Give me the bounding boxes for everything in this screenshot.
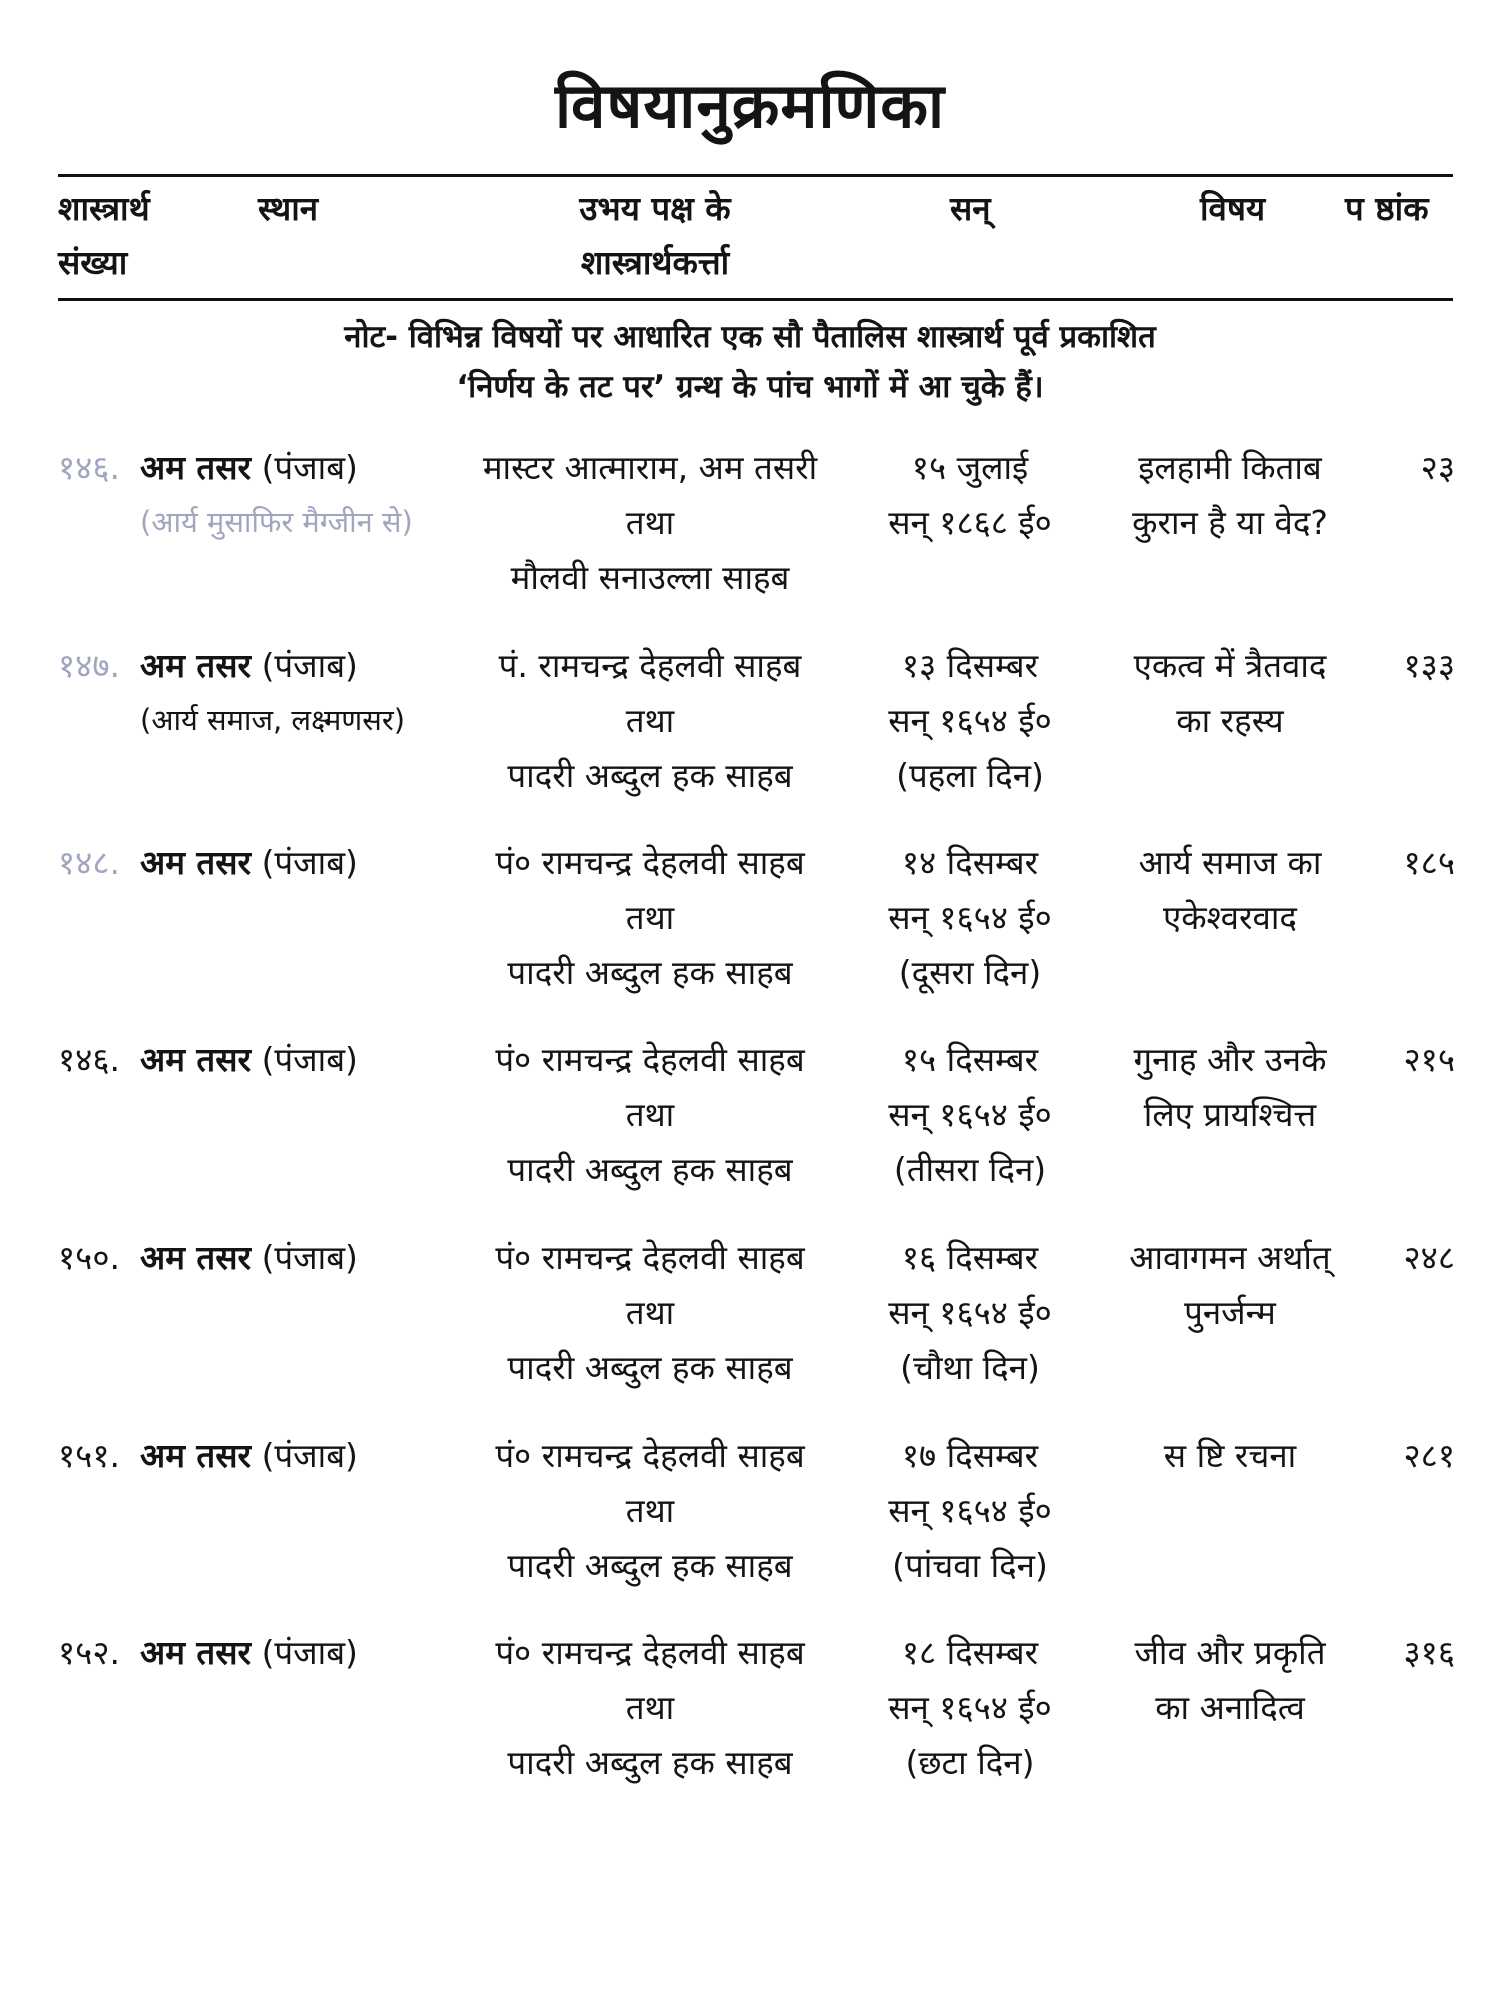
entry-place: [140, 638, 405, 748]
entry-topic: [1095, 1032, 1365, 1142]
entry-conjunction: तथा: [625, 1095, 675, 1134]
entry-parties: [440, 835, 860, 1000]
entry-place: [140, 835, 358, 890]
entry-page-number: १३३: [1403, 646, 1455, 685]
entry-topic-line1: आर्य समाज का: [1138, 843, 1322, 882]
entry-date-line2: सन् १६५४ ई०: [888, 898, 1052, 937]
entry-topic: [1095, 835, 1365, 945]
entry-page-number: १८५: [1403, 843, 1455, 882]
index-entry: [0, 1230, 1500, 1420]
entry-date-line1: १४ दिसम्बर: [901, 843, 1039, 882]
entry-page-number: ३१६: [1403, 1633, 1455, 1672]
entry-city: अम तसर: [140, 843, 252, 882]
entry-party-2: पादरी अब्दुल हक साहब: [507, 756, 793, 795]
entry-city: अम तसर: [140, 1633, 252, 1672]
entry-date-line3: (पहला दिन): [896, 756, 1044, 795]
entry-number: १५१.: [58, 1436, 120, 1475]
entry-topic-line2: कुरान है या वेद?: [1132, 503, 1328, 542]
index-entry: [0, 1032, 1500, 1222]
entry-party-2: पादरी अब्दुल हक साहब: [507, 1348, 793, 1387]
header-parties-line1: उभय पक्ष के: [579, 189, 731, 228]
entry-date: [850, 1625, 1090, 1790]
note: [0, 312, 1500, 412]
index-entry: [0, 638, 1500, 828]
header-top-rule: [58, 174, 1453, 177]
entry-date-line1: १६ दिसम्बर: [901, 1238, 1039, 1277]
entry-number: १४७.: [58, 646, 120, 685]
entry-topic-line1: एकत्व में त्रैतवाद: [1133, 646, 1327, 685]
index-entry: [0, 440, 1500, 630]
entry-date-line1: १७ दिसम्बर: [901, 1436, 1039, 1475]
entry-parties: [440, 1032, 860, 1197]
header-place: स्थान: [258, 189, 319, 228]
entry-party-1: पं. रामचन्द्र देहलवी साहब: [498, 646, 802, 685]
entry-party-1: मास्टर आत्माराम, अम तसरी: [482, 448, 818, 487]
entry-city: अम तसर: [140, 448, 252, 487]
entry-party-2: पादरी अब्दुल हक साहब: [507, 1743, 793, 1782]
entry-date: [850, 440, 1090, 550]
entry-party-1: पं० रामचन्द्र देहलवी साहब: [495, 1238, 805, 1277]
header-number: [58, 182, 150, 290]
entry-place: [140, 1032, 358, 1087]
entry-parties: [440, 1428, 860, 1593]
entry-page-number: २४८: [1403, 1238, 1455, 1277]
entry-party-2: पादरी अब्दुल हक साहब: [507, 1546, 793, 1585]
entry-topic: [1095, 440, 1365, 550]
header-bottom-rule: [58, 298, 1453, 301]
entry-place-note: (आर्य मुसाफिर मैग्जीन से): [140, 505, 413, 539]
entry-page-number: २३: [1420, 448, 1455, 487]
entry-number: १४६.: [58, 448, 120, 487]
entry-region: (पंजाब): [261, 646, 358, 685]
entry-date: [850, 638, 1090, 803]
entry-page-number: २१५: [1403, 1040, 1455, 1079]
header-parties-line2: शास्त्रार्थकर्त्ता: [580, 243, 730, 282]
entry-number: १५२.: [58, 1633, 120, 1672]
entry-topic-line2: का रहस्य: [1176, 701, 1284, 740]
entry-date: [850, 1230, 1090, 1395]
entry-place: [140, 440, 413, 550]
header-parties: [540, 182, 770, 290]
entry-date-line1: १५ दिसम्बर: [901, 1040, 1039, 1079]
entry-topic-line1: जीव और प्रकृति: [1134, 1633, 1326, 1672]
entry-place: [140, 1230, 358, 1285]
entry-conjunction: तथा: [625, 898, 675, 937]
entry-topic-line1: गुनाह और उनके: [1133, 1040, 1327, 1079]
entry-parties: [440, 638, 860, 803]
entry-topic-line2: लिए प्रायश्चित्त: [1143, 1095, 1317, 1134]
entry-city: अम तसर: [140, 646, 252, 685]
entry-region: (पंजाब): [261, 448, 358, 487]
entry-region: (पंजाब): [261, 1238, 358, 1277]
entry-topic-line1: स ष्टि रचना: [1163, 1436, 1297, 1475]
entry-region: (पंजाब): [261, 843, 358, 882]
entry-date-line3: (दूसरा दिन): [898, 953, 1042, 992]
entry-region: (पंजाब): [261, 1633, 358, 1672]
index-entry: [0, 1625, 1500, 1815]
header-number-line2: संख्या: [58, 243, 128, 282]
entry-number: १५०.: [58, 1238, 120, 1277]
entry-date-line3: (छटा दिन): [905, 1743, 1035, 1782]
entry-date: [850, 1032, 1090, 1197]
entry-place: [140, 1428, 358, 1483]
header-number-line1: शास्त्रार्थ: [58, 189, 150, 228]
header-page: प ष्ठांक: [1345, 189, 1429, 228]
entry-number: १४८.: [58, 843, 120, 882]
entry-region: (पंजाब): [261, 1040, 358, 1079]
entry-party-1: पं० रामचन्द्र देहलवी साहब: [495, 1633, 805, 1672]
entry-conjunction: तथा: [625, 503, 675, 542]
entry-party-2: मौलवी सनाउल्ला साहब: [510, 558, 790, 597]
entry-party-1: पं० रामचन्द्र देहलवी साहब: [495, 843, 805, 882]
entry-date-line1: १३ दिसम्बर: [901, 646, 1039, 685]
entry-place: [140, 1625, 358, 1680]
entry-date-line2: सन् १६५४ ई०: [888, 1688, 1052, 1727]
entry-topic-line2: का अनादित्व: [1155, 1688, 1305, 1727]
header-year: सन्: [950, 189, 991, 228]
entry-city: अम तसर: [140, 1238, 252, 1277]
entry-topic-line2: पुनर्जन्म: [1184, 1293, 1276, 1332]
entry-parties: [440, 440, 860, 605]
entry-date-line3: (तीसरा दिन): [893, 1150, 1047, 1189]
entry-parties: [440, 1625, 860, 1790]
entry-date-line3: (पांचवा दिन): [892, 1546, 1048, 1585]
entry-parties: [440, 1230, 860, 1395]
entry-party-2: पादरी अब्दुल हक साहब: [507, 1150, 793, 1189]
entry-conjunction: तथा: [625, 1293, 675, 1332]
entry-date-line2: सन् १६५४ ई०: [888, 1095, 1052, 1134]
entry-region: (पंजाब): [261, 1436, 358, 1475]
entry-topic-line1: इलहामी किताब: [1138, 448, 1322, 487]
page-title: विषयानुक्रमणिका: [554, 69, 946, 142]
entry-date-line2: सन् १८६८ ई०: [888, 503, 1052, 542]
entry-conjunction: तथा: [625, 701, 675, 740]
entry-number: १४६.: [58, 1040, 120, 1079]
entry-date: [850, 835, 1090, 1000]
note-line2: ‘निर्णय के तट पर’ ग्रन्थ के पांच भागों में आ चुके हैं।: [456, 369, 1044, 405]
note-line1: नोट- विभिन्न विषयों पर आधारित एक सौ पैतालिस शास्त्रार्थ पूर्व प्रकाशित: [344, 319, 1156, 355]
entry-city: अम तसर: [140, 1040, 252, 1079]
entry-topic-line1: आवागमन अर्थात्: [1129, 1238, 1331, 1277]
entry-date-line2: सन् १६५४ ई०: [888, 1491, 1052, 1530]
entry-topic: [1095, 1625, 1365, 1735]
entry-topic-line2: एकेश्वरवाद: [1163, 898, 1297, 937]
entry-conjunction: तथा: [625, 1688, 675, 1727]
entry-date-line3: (चौथा दिन): [900, 1348, 1040, 1387]
header-topic: विषय: [1200, 189, 1266, 228]
entry-page-number: २८१: [1403, 1436, 1455, 1475]
entry-place-note: (आर्य समाज, लक्ष्मणसर): [140, 703, 406, 737]
entry-date-line2: सन् १६५४ ई०: [888, 701, 1052, 740]
entry-date-line2: सन् १६५४ ई०: [888, 1293, 1052, 1332]
entry-topic: [1095, 1230, 1365, 1340]
entry-topic: [1095, 638, 1365, 748]
entry-date: [850, 1428, 1090, 1593]
entry-date-line1: १५ जुलाई: [911, 448, 1029, 487]
index-entry: [0, 835, 1500, 1025]
entry-party-1: पं० रामचन्द्र देहलवी साहब: [495, 1436, 805, 1475]
index-entry: [0, 1428, 1500, 1618]
entry-party-1: पं० रामचन्द्र देहलवी साहब: [495, 1040, 805, 1079]
entry-city: अम तसर: [140, 1436, 252, 1475]
entry-conjunction: तथा: [625, 1491, 675, 1530]
entry-topic: [1095, 1428, 1365, 1483]
entry-date-line1: १८ दिसम्बर: [901, 1633, 1039, 1672]
entry-party-2: पादरी अब्दुल हक साहब: [507, 953, 793, 992]
